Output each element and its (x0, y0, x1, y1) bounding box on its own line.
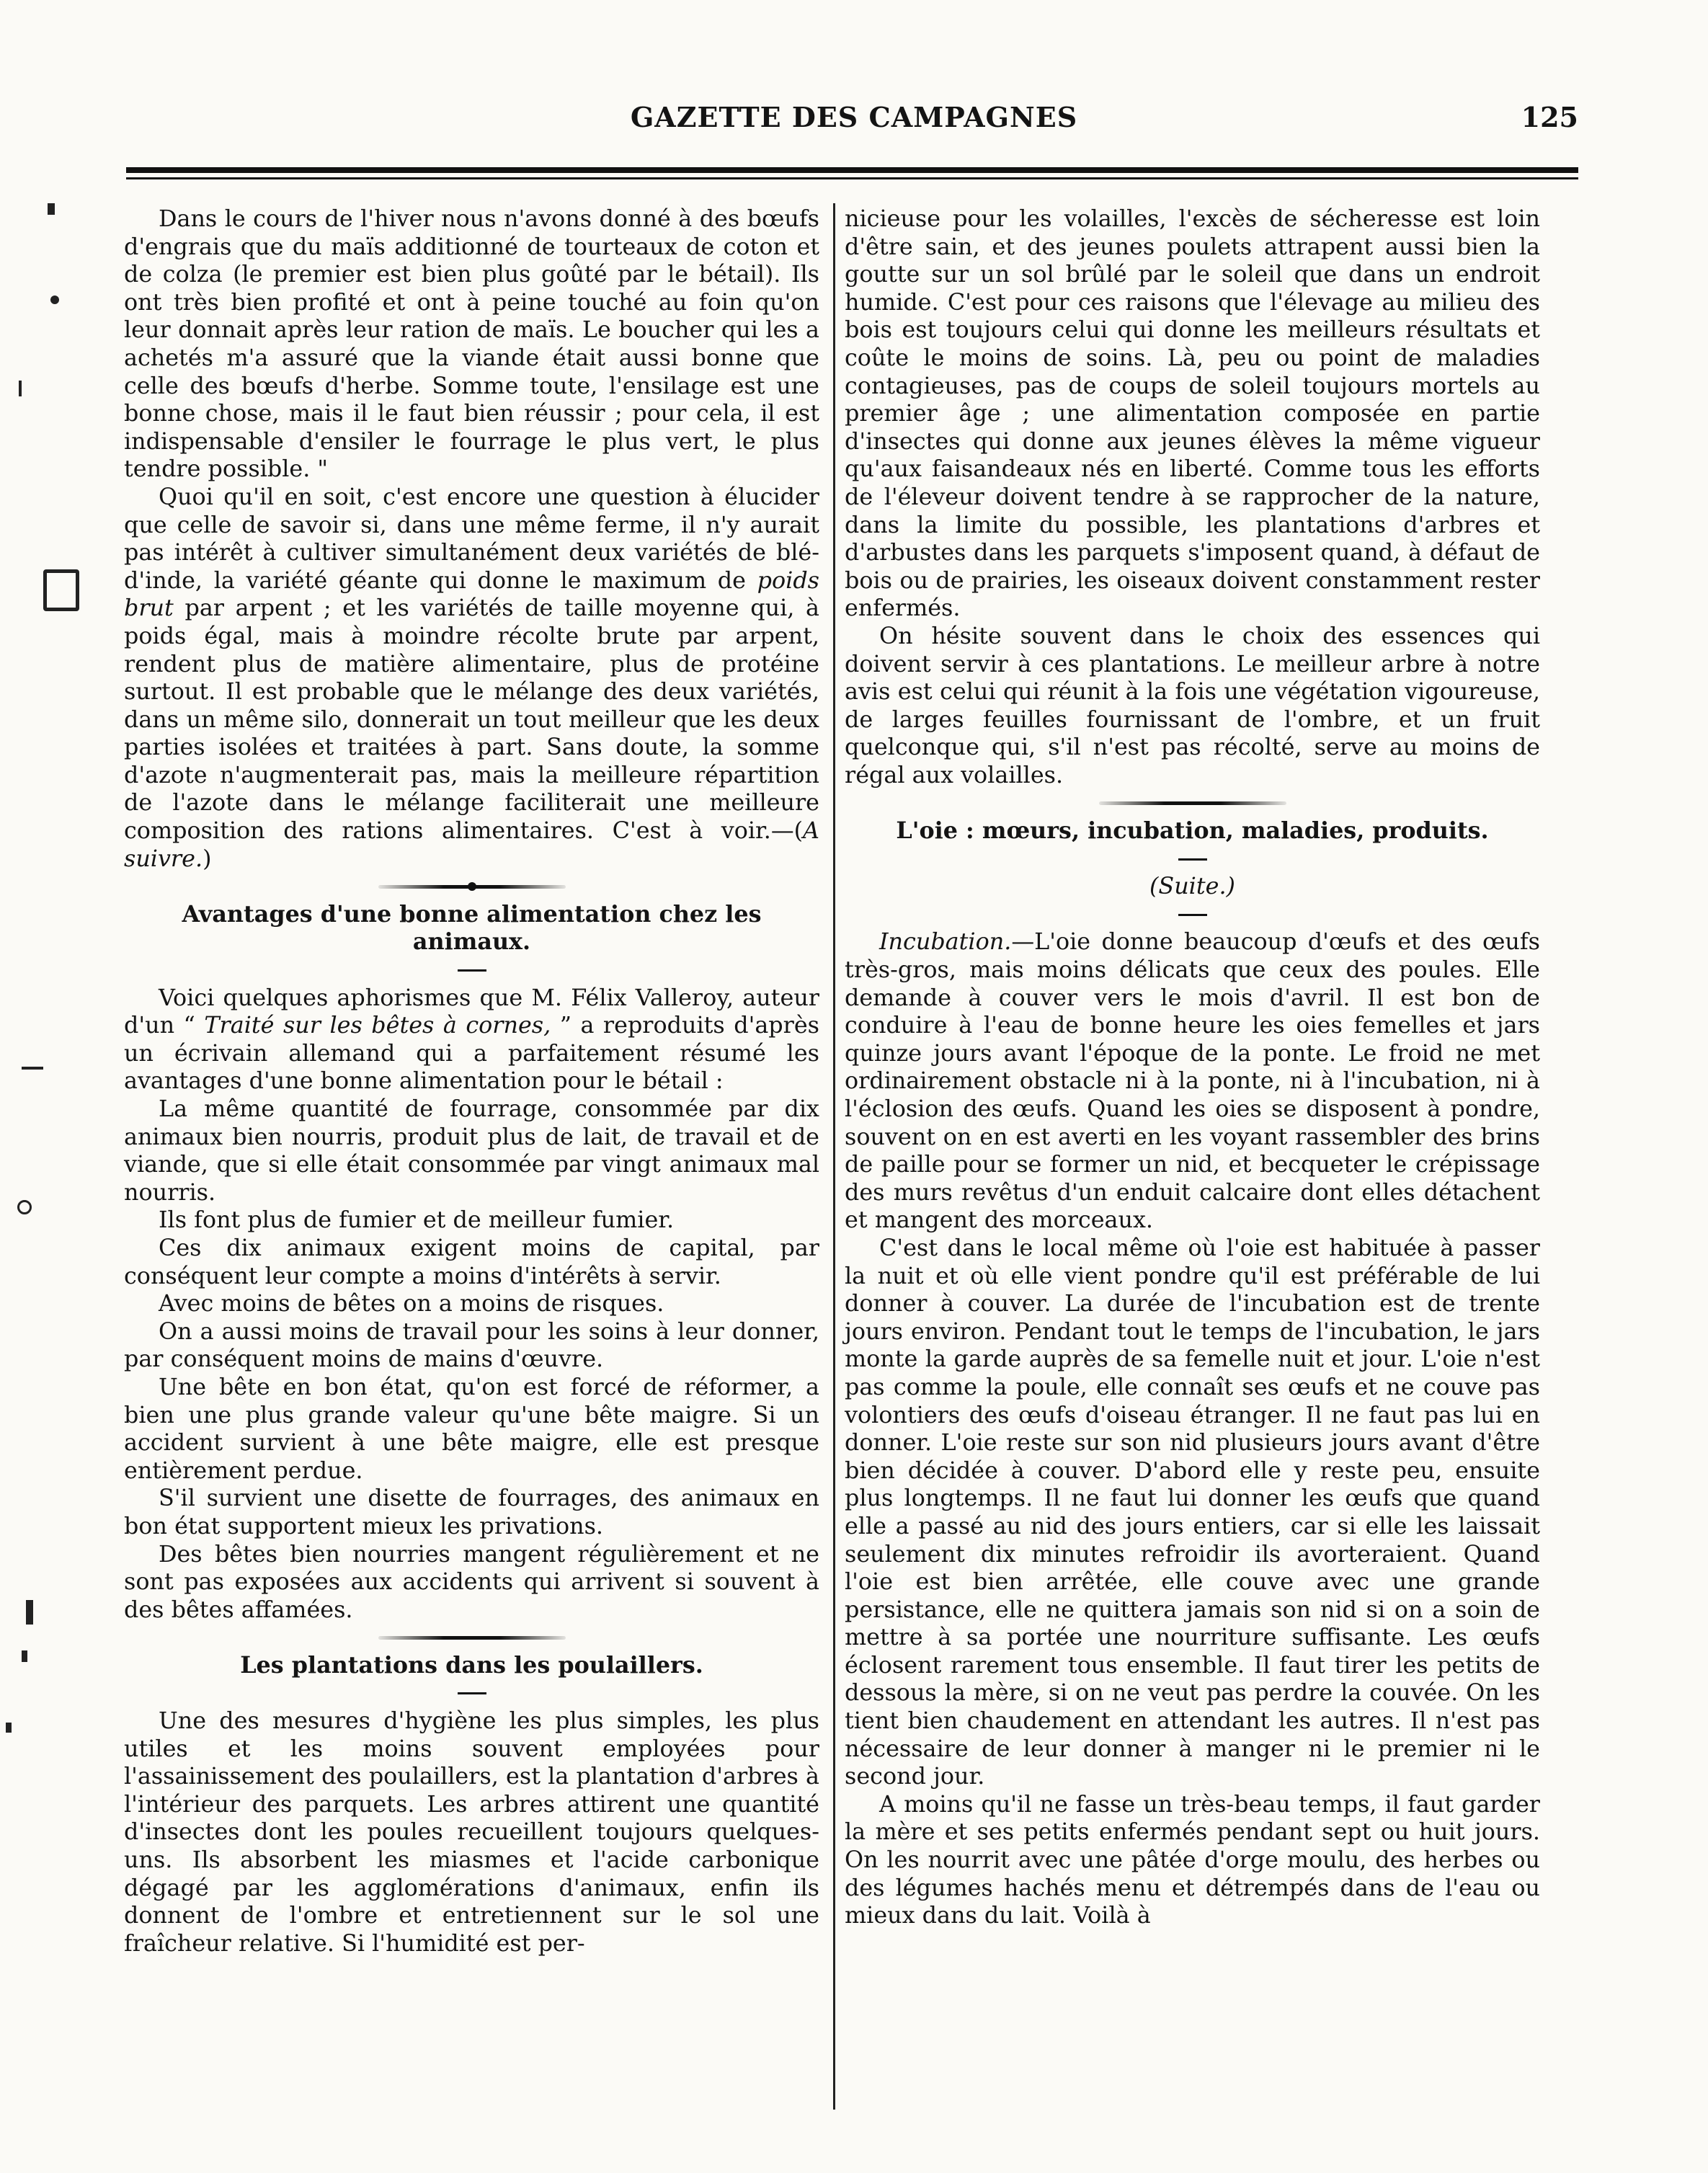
paragraph: Une bête en bon état, qu'on est forcé de réformer, a bien une plus grande valeur qu'une bête maigre. Si un accident survient à une bête maigre, elle est presque entièrement perdue. (124, 1373, 819, 1484)
section-ornament (124, 873, 819, 901)
header-rule-thin (126, 177, 1578, 179)
margin-mark (22, 1067, 43, 1070)
paragraph: Avec moins de bêtes on a moins de risques. (159, 1290, 664, 1317)
column-divider (833, 203, 835, 2110)
heading-dash (845, 845, 1540, 874)
paragraph: Ces dix animaux exigent moins de capital, par conséquent leur compte a moins d'intérêts à servir. (124, 1234, 819, 1289)
margin-mark (6, 1723, 12, 1733)
paragraph: S'il survient une disette de fourrages, des animaux en bon état supportent mieux les privations. (124, 1485, 819, 1539)
section-heading: Les plantations dans les poulaillers. (240, 1651, 703, 1679)
margin-mark (48, 203, 55, 215)
margin-mark (19, 381, 22, 396)
section-ornament (124, 1624, 819, 1652)
margin-mark (43, 569, 79, 611)
section-subheading: (Suite.) (1149, 873, 1235, 900)
paragraph: On a aussi moins de travail pour les soins à leur donner, par conséquent moins de mains d'œuvre. (124, 1317, 819, 1373)
paragraph: Dans le cours de l'hiver nous n'avons donné à des bœufs d'engrais que du maïs additionné de tourteaux de coton et de colza (le premier est bien plus goûté par le bétail). Ils ont très bien profité et ont à peine touché au foin qu'on leur donnait après leur ration de maïs. Le boucher qui les a achetés m'a assuré que la viande était aussi bonne que celle des bœufs d'herbe. Somme toute, l'ensilage est une bonne chose, mais il le faut bien réussir ; pour cela, il est indispensable d'ensiler le fourrage le plus vert, le plus tendre possible. " (124, 205, 819, 483)
paragraph: La même quantité de fourrage, consommée par dix animaux bien nourris, produit plus de lait, de travail et de viande, que si elle était consommée par vingt animaux mal nourris. (124, 1096, 819, 1206)
paragraph: Une des mesures d'hygiène les plus simples, les plus utiles et les moins souvent employées pour l'assainissement des poulaillers, est la plantation d'arbres à l'intérieur des parquets. Les arbres attirent une quantité d'insectes dont les poules recueillent toujours quelques-uns. Ils absorbent les miasmes et l'acide carbonique dégagé par les agglomérations d'animaux, enfin ils donnent de l'ombre et entretiennent sur le sol une fraîcheur relative. Si l'humidité est per- (124, 1707, 819, 1957)
text-run: ” a reproduits d'après un écrivain allemand qui a parfaitement résumé les avantages d'une bonne alimentation pour le bétail : (124, 1012, 819, 1095)
paragraph (845, 928, 1540, 1235)
section-heading: L'oie : mœurs, incubation, maladies, produits. (896, 817, 1489, 845)
running-title: GAZETTE DES CAMPAGNES (630, 101, 1078, 133)
margin-mark (22, 1650, 27, 1662)
heading-dash (124, 956, 819, 985)
left-column (124, 205, 819, 1958)
paragraph: Ils font plus de fumier et de meilleur fumier. (159, 1207, 675, 1234)
heading-dash (845, 901, 1540, 929)
text-run-italic: Traité sur les bêtes à cornes, (204, 1012, 551, 1039)
text-run: ) (203, 845, 212, 872)
margin-mark (17, 1200, 32, 1214)
text-run-italic: poids brut (124, 566, 819, 622)
paragraph: Des bêtes bien nourries mangent régulièrement et ne sont pas exposées aux accidents qui arrivent si souvent à des bêtes affamées. (124, 1540, 819, 1623)
section-ornament (845, 789, 1540, 817)
header-rule-thick (126, 167, 1578, 173)
paragraph: C'est dans le local même où l'oie est habituée à passer la nuit et où elle vient pondre qu'il est préférable de lui donner à couver. La durée de l'incubation est de trente jours environ. Pendant tout le temps de l'incubation, le jars monte la garde auprès de sa femelle nuit et jour. L'oie n'est pas comme la poule, elle connaît ses œufs et ne couve pas volontiers des œufs d'oiseau étranger. Il ne faut pas lui en donner. L'oie reste sur son nid plusieurs jours avant d'être bien décidée à couver. D'abord elle y reste peu, ensuite plus longtemps. Il ne faut lui donner les œufs que quand elle a passé au nid des jours entiers, car si elle les laissait seulement dix minutes refroidir ils avorteraient. Quand l'oie est bien arrêtée, elle couve avec une grande persistance, elle ne quittera jamais son nid si on a soin de mettre à sa portée une nourriture suffisante. Les œufs éclosent rarement tous ensemble. Il faut tirer les petits de dessous la mère, si on ne veut pas perdre la couvée. On les tient bien chaudement en attendant les autres. Il n'est pas nécessaire de leur donner à manger ni le premier ni le second jour. (845, 1234, 1540, 1790)
margin-mark (26, 1600, 33, 1625)
page-header (130, 101, 1578, 144)
text-run: par arpent ; et les variétés de taille moyenne qui, à poids égal, mais à moindre récolte brute par arpent, rendent plus de matière alimentaire, plus de protéine surtout. Il est probable que le mélange des deux variétés, dans un même silo, donnerait un tout meilleur que les deux parties isolées et traitées à part. Sans doute, la somme d'azote n'augmenterait pas, mais la meilleure répartition de l'azote dans le mélange faciliterait une meilleure composition des rations alimentaires. C'est à voir.—( (124, 595, 819, 845)
paragraph (124, 985, 819, 1096)
paragraph: nicieuse pour les volailles, l'excès de sécheresse est loin d'être sain, et des jeunes poulets attrapent aussi bien la goutte sur un sol brûlé par le soleil que dans un endroit humide. C'est pour ces raisons que l'élevage au milieu des bois est toujours celui qui donne les meilleurs résultats et coûte le moins de soins. Là, peu ou point de maladies contagieuses, pas de coups de soleil toujours mortels au premier âge ; une alimentation composée en partie d'insectes qui donne aux jeunes élèves la même vigueur qu'aux faisandeaux nés en liberté. Comme tous les efforts de l'éleveur doivent tendre à se rapprocher de la nature, dans la limite du possible, les plantations d'arbres et d'arbustes dans les parquets s'imposent quand, à défaut de bois ou de prairies, les oiseaux doivent constamment rester enfermés. (845, 205, 1540, 622)
text-run-italic: A suivre. (124, 817, 819, 872)
margin-mark (50, 295, 59, 304)
text-run-italic: Incubation. (879, 928, 1012, 956)
text-run: —L'oie donne beaucoup d'œufs et des œufs très-gros, mais moins délicats que ceux des poules. Elle demande à couver vers le mois d'avril. Il est bon de conduire à l'eau de bonne heure les oies femelles et jars quinze jours avant l'époque de la ponte. Le froid ne met ordinairement obstacle ni à la ponte, ni à l'incubation, ni à l'éclosion des œufs. Quand les oies se disposent à pondre, souvent on en est averti en les voyant rassembler des brins de paille pour se former un nid, et becqueter le crépissage des murs revêtus d'un enduit calcaire dont elles détachent et mangent des morceaux. (845, 928, 1540, 1234)
paragraph: A moins qu'il ne fasse un très-beau temps, il faut garder la mère et ses petits enfermés pendant sept ou huit jours. On les nourrit avec une pâtée d'orge moulu, des herbes ou des légumes hachés menu et détrempés dans de l'eau ou mieux dans du lait. Voilà à (845, 1790, 1540, 1929)
text-run: Quoi qu'il en soit, c'est encore une question à élucider que celle de savoir si, dans une même ferme, il n'y aurait pas intérêt à cultiver simultanément deux variétés de blé-d'inde, la variété géante qui donne le maximum de (124, 483, 819, 594)
section-heading: Avantages d'une bonne alimentation chez les animaux. (182, 900, 762, 956)
right-column (845, 205, 1540, 1930)
text-run: Voici quelques aphorismes que M. Félix Valleroy, auteur d'un “ (124, 984, 819, 1039)
paragraph (124, 484, 819, 873)
heading-dash (124, 1679, 819, 1707)
paragraph: On hésite souvent dans le choix des essences qui doivent servir à ces plantations. Le meilleur arbre à notre avis est celui qui réunit à la fois une végétation vigoureuse, de larges feuilles fournissant de l'ombre, et un fruit quelconque qui, s'il n'est pas récolté, serve au moins de régal aux volailles. (845, 622, 1540, 788)
page-number: 125 (1521, 101, 1578, 133)
